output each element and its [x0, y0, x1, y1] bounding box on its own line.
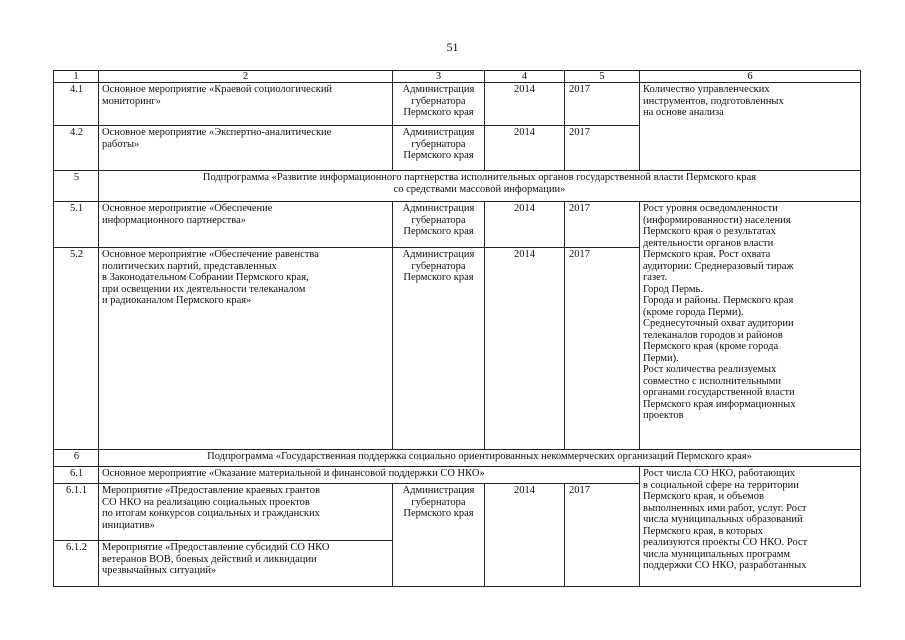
subprogram-title: Подпрограмма «Развитие информационного партнерства исполнительных органов государственной власти Пермского края со средствами массовой информации»	[99, 171, 861, 202]
indicator: Рост числа СО НКО, работающих в социальной сфере на территории Пермского края, и объемов выполненных ими работ, услуг. Рост числа муниципальных образований Пермского края, в которых реализуются проекты СО НКО. Рост числа муниципальных программ поддержки СО НКО, разработанных	[640, 467, 861, 587]
responsible-org: Администрация губернатора Пермского края	[393, 202, 485, 248]
row-number: 6.1.1	[54, 484, 99, 541]
end-year: 2017	[565, 484, 640, 587]
subprogram-row	[54, 171, 861, 202]
end-year: 2017	[565, 126, 640, 171]
start-year: 2014	[485, 126, 565, 171]
table-row	[54, 467, 861, 484]
header-cell: 2	[99, 71, 393, 83]
activity-name: Мероприятие «Предоставление субсидий СО НКО ветеранов ВОВ, боевых действий и ликвидации чрезвычайных ситуаций»	[99, 541, 393, 587]
subprogram-number: 6	[54, 450, 99, 467]
table-row	[54, 202, 861, 248]
responsible-org: Администрация губернатора Пермского края	[393, 484, 485, 587]
responsible-org: Администрация губернатора Пермского края	[393, 83, 485, 126]
activity-name: Основное мероприятие «Оказание материальной и финансовой поддержки СО НКО»	[99, 467, 640, 484]
subprogram-title: Подпрограмма «Государственная поддержка социально ориентированных некоммерческих организаций Пермского края»	[99, 450, 861, 467]
row-number: 5.2	[54, 248, 99, 450]
start-year: 2014	[485, 83, 565, 126]
indicator: Рост уровня осведомленности (информированности) населения Пермского края о результатах деятельности органов власти Пермского края. Рост охвата аудитории: Среднеразовый тираж газет. Город Пермь. Города и районы. Пермского края (кроме города Перми). Среднесуточный охват аудитории телеканалов городов и районов Пермского края (кроме города Перми). Рост количества реализуемых совместно с исполнительными органами государственной власти Пермского края информационных проектов	[640, 202, 861, 450]
row-number: 4.1	[54, 83, 99, 126]
header-cell: 3	[393, 71, 485, 83]
activity-name: Основное мероприятие «Экспертно-аналитические работы»	[99, 126, 393, 171]
start-year: 2014	[485, 202, 565, 248]
header-row	[54, 71, 861, 83]
end-year: 2017	[565, 248, 640, 450]
activity-name: Основное мероприятие «Обеспечение информационного партнерства»	[99, 202, 393, 248]
table-row	[54, 83, 861, 126]
start-year: 2014	[485, 484, 565, 587]
header-cell: 6	[640, 71, 861, 83]
end-year: 2017	[565, 83, 640, 126]
program-table	[53, 70, 861, 587]
subprogram-number: 5	[54, 171, 99, 202]
row-number: 6.1	[54, 467, 99, 484]
start-year: 2014	[485, 248, 565, 450]
responsible-org: Администрация губернатора Пермского края	[393, 126, 485, 171]
responsible-org: Администрация губернатора Пермского края	[393, 248, 485, 450]
activity-name: Мероприятие «Предоставление краевых грантов СО НКО на реализацию социальных проектов по итогам конкурсов социальных и гражданских инициатив»	[99, 484, 393, 541]
row-number: 4.2	[54, 126, 99, 171]
header-cell: 5	[565, 71, 640, 83]
row-number: 6.1.2	[54, 541, 99, 587]
header-cell: 4	[485, 71, 565, 83]
row-number: 5.1	[54, 202, 99, 248]
subprogram-row	[54, 450, 861, 467]
activity-name: Основное мероприятие «Краевой социологический мониторинг»	[99, 83, 393, 126]
indicator: Количество управленческих инструментов, подготовленных на основе анализа	[640, 83, 861, 171]
end-year: 2017	[565, 202, 640, 248]
header-cell: 1	[54, 71, 99, 83]
page-number: 51	[446, 40, 459, 54]
activity-name: Основное мероприятие «Обеспечение равенства политических партий, представленных в Законодательном Собрании Пермского края, при освещении их деятельности телеканалом и радиоканалом Пермского края»	[99, 248, 393, 450]
